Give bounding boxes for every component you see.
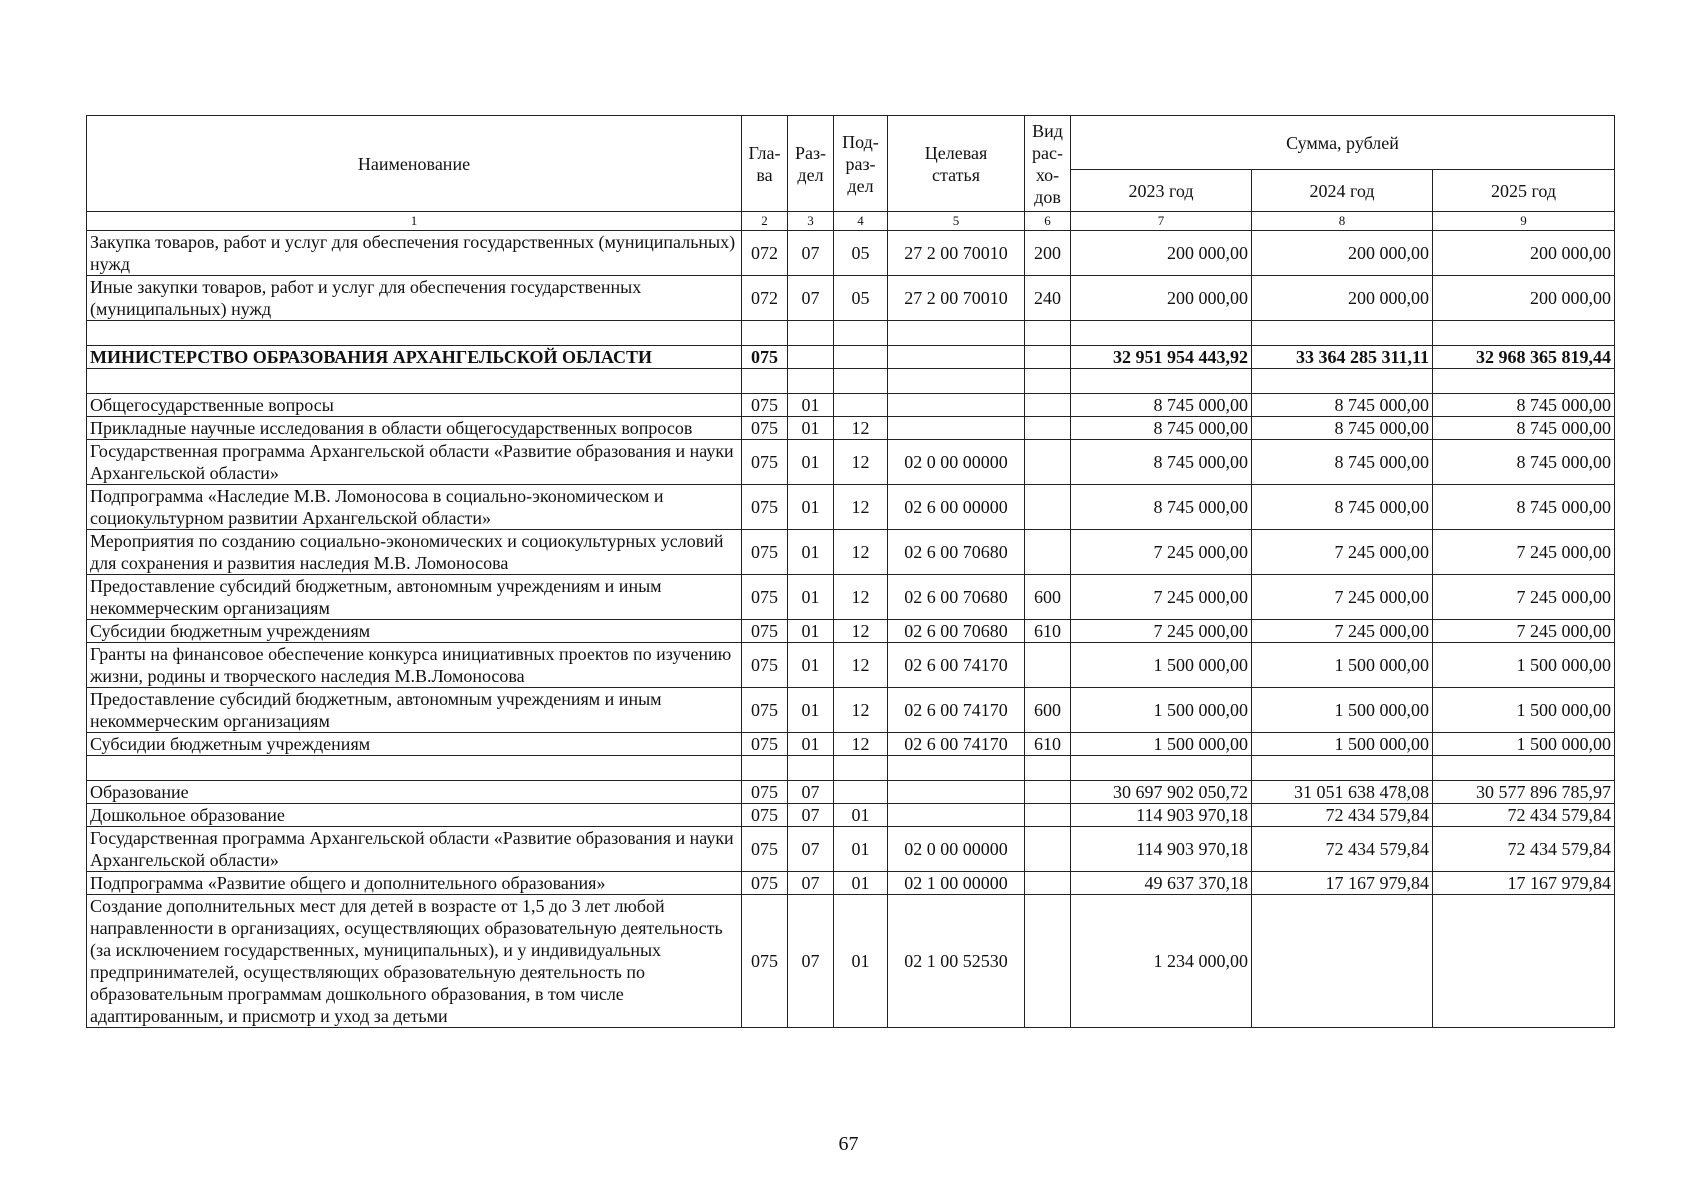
row-amount-2023: 1 500 000,00	[1071, 733, 1252, 756]
row-amount-2025: 1 500 000,00	[1433, 643, 1615, 688]
row-amount-2023: 200 000,00	[1071, 231, 1252, 276]
row-exptype	[1025, 895, 1071, 1028]
row-amount-2023: 8 745 000,00	[1071, 440, 1252, 485]
row-amount-2025: 72 434 579,84	[1433, 827, 1615, 872]
row-exptype	[1025, 346, 1071, 369]
row-amount-2024: 31 051 638 478,08	[1252, 781, 1433, 804]
header-section: Раз- дел	[788, 116, 834, 212]
row-subsection: 05	[834, 231, 888, 276]
empty-cell	[788, 756, 834, 781]
row-target: 27 2 00 70010	[888, 276, 1025, 321]
row-subsection: 12	[834, 733, 888, 756]
header-chapter: Гла- ва	[742, 116, 788, 212]
empty-cell	[1252, 756, 1433, 781]
header-name: Наименование	[87, 116, 742, 212]
table-row	[87, 276, 1615, 321]
row-section: 07	[788, 781, 834, 804]
column-number: 5	[888, 212, 1025, 231]
row-name: Прикладные научные исследования в области общегосударственных вопросов	[87, 417, 742, 440]
header-2025: 2025 год	[1433, 170, 1615, 212]
row-chapter: 075	[742, 440, 788, 485]
empty-cell	[87, 756, 742, 781]
row-target: 02 1 00 00000	[888, 872, 1025, 895]
empty-cell	[888, 321, 1025, 346]
row-amount-2024: 8 745 000,00	[1252, 394, 1433, 417]
empty-cell	[87, 369, 742, 394]
table-body	[87, 231, 1615, 1028]
row-name: Предоставление субсидий бюджетным, автономным учреждениям и иным некоммерческим организациям	[87, 575, 742, 620]
row-chapter: 075	[742, 417, 788, 440]
row-section: 07	[788, 804, 834, 827]
row-target: 02 6 00 74170	[888, 688, 1025, 733]
budget-table	[86, 115, 1615, 1028]
table-row	[87, 895, 1615, 1028]
row-chapter: 075	[742, 530, 788, 575]
row-exptype	[1025, 417, 1071, 440]
row-chapter: 075	[742, 643, 788, 688]
row-amount-2023: 114 903 970,18	[1071, 827, 1252, 872]
row-amount-2024: 1 500 000,00	[1252, 643, 1433, 688]
empty-cell	[788, 321, 834, 346]
spacer-row	[87, 756, 1615, 781]
column-number: 4	[834, 212, 888, 231]
row-section: 01	[788, 394, 834, 417]
table-row	[87, 688, 1615, 733]
table-row	[87, 733, 1615, 756]
column-number: 8	[1252, 212, 1433, 231]
row-amount-2024: 200 000,00	[1252, 231, 1433, 276]
row-section: 01	[788, 733, 834, 756]
table-row	[87, 394, 1615, 417]
row-subsection: 01	[834, 827, 888, 872]
row-amount-2024: 7 245 000,00	[1252, 620, 1433, 643]
row-exptype: 610	[1025, 620, 1071, 643]
row-amount-2025: 200 000,00	[1433, 231, 1615, 276]
table-row	[87, 872, 1615, 895]
row-amount-2023: 7 245 000,00	[1071, 530, 1252, 575]
row-exptype	[1025, 872, 1071, 895]
column-number: 7	[1071, 212, 1252, 231]
row-amount-2023: 200 000,00	[1071, 276, 1252, 321]
row-name: Закупка товаров, работ и услуг для обеспечения государственных (муниципальных) нужд	[87, 231, 742, 276]
row-name: Предоставление субсидий бюджетным, автономным учреждениям и иным некоммерческим организациям	[87, 688, 742, 733]
row-target: 02 0 00 00000	[888, 827, 1025, 872]
empty-cell	[742, 756, 788, 781]
empty-cell	[834, 321, 888, 346]
row-subsection: 05	[834, 276, 888, 321]
row-chapter: 075	[742, 781, 788, 804]
row-subsection: 01	[834, 895, 888, 1028]
table-row	[87, 827, 1615, 872]
row-exptype	[1025, 804, 1071, 827]
row-chapter: 075	[742, 485, 788, 530]
row-section: 07	[788, 827, 834, 872]
row-name: Образование	[87, 781, 742, 804]
row-amount-2025: 17 167 979,84	[1433, 872, 1615, 895]
row-target	[888, 417, 1025, 440]
row-subsection	[834, 346, 888, 369]
row-amount-2023: 7 245 000,00	[1071, 620, 1252, 643]
row-amount-2024	[1252, 895, 1433, 1028]
row-amount-2024: 7 245 000,00	[1252, 575, 1433, 620]
row-name: Создание дополнительных мест для детей в возрасте от 1,5 до 3 лет любой направленности в организациях, осуществляющих образовательную деятельность (за исключением государственных, муниципальных), и у индивидуальных предпринимателей, осуществляющих образовательную деятельность по образовательным программам дошкольного образования, в том числе адаптированным, и присмотр и уход за детьми	[87, 895, 742, 1028]
table-row	[87, 231, 1615, 276]
empty-cell	[742, 369, 788, 394]
row-amount-2025: 8 745 000,00	[1433, 417, 1615, 440]
row-section: 01	[788, 643, 834, 688]
row-amount-2024: 33 364 285 311,11	[1252, 346, 1433, 369]
row-amount-2024: 8 745 000,00	[1252, 485, 1433, 530]
row-amount-2025: 8 745 000,00	[1433, 440, 1615, 485]
row-chapter: 075	[742, 346, 788, 369]
row-name: Мероприятия по созданию социально-экономических и социокультурных условий для сохранения и развития наследия М.В. Ломоносова	[87, 530, 742, 575]
row-name: Общегосударственные вопросы	[87, 394, 742, 417]
row-chapter: 075	[742, 575, 788, 620]
row-exptype: 610	[1025, 733, 1071, 756]
row-name: Субсидии бюджетным учреждениям	[87, 620, 742, 643]
row-section	[788, 346, 834, 369]
row-amount-2023: 8 745 000,00	[1071, 394, 1252, 417]
row-section: 01	[788, 688, 834, 733]
row-target: 02 1 00 52530	[888, 895, 1025, 1028]
row-exptype	[1025, 643, 1071, 688]
header-target: Целевая статья	[888, 116, 1025, 212]
column-number: 2	[742, 212, 788, 231]
row-chapter: 075	[742, 733, 788, 756]
row-section: 01	[788, 417, 834, 440]
row-amount-2024: 200 000,00	[1252, 276, 1433, 321]
row-section: 01	[788, 575, 834, 620]
row-subsection: 01	[834, 804, 888, 827]
row-section: 01	[788, 620, 834, 643]
row-exptype	[1025, 827, 1071, 872]
row-amount-2025: 200 000,00	[1433, 276, 1615, 321]
row-subsection: 12	[834, 575, 888, 620]
row-chapter: 072	[742, 231, 788, 276]
header-exptype: Вид рас- хо- дов	[1025, 116, 1071, 212]
row-exptype: 200	[1025, 231, 1071, 276]
row-amount-2025: 30 577 896 785,97	[1433, 781, 1615, 804]
row-amount-2023: 49 637 370,18	[1071, 872, 1252, 895]
row-section: 07	[788, 895, 834, 1028]
row-amount-2024: 1 500 000,00	[1252, 688, 1433, 733]
row-amount-2025: 1 500 000,00	[1433, 688, 1615, 733]
empty-cell	[742, 321, 788, 346]
row-target	[888, 804, 1025, 827]
row-subsection: 12	[834, 643, 888, 688]
row-exptype	[1025, 530, 1071, 575]
row-name: Подпрограмма «Развитие общего и дополнительного образования»	[87, 872, 742, 895]
table-row	[87, 417, 1615, 440]
empty-cell	[87, 321, 742, 346]
row-subsection: 12	[834, 417, 888, 440]
row-section: 07	[788, 276, 834, 321]
row-target	[888, 781, 1025, 804]
row-amount-2025: 7 245 000,00	[1433, 530, 1615, 575]
row-amount-2023: 7 245 000,00	[1071, 575, 1252, 620]
table-row	[87, 781, 1615, 804]
empty-cell	[888, 369, 1025, 394]
row-name: МИНИСТЕРСТВО ОБРАЗОВАНИЯ АРХАНГЕЛЬСКОЙ ОБЛАСТИ	[87, 346, 742, 369]
empty-cell	[1025, 321, 1071, 346]
table-row	[87, 346, 1615, 369]
row-amount-2024: 72 434 579,84	[1252, 804, 1433, 827]
row-subsection: 12	[834, 530, 888, 575]
row-chapter: 075	[742, 872, 788, 895]
empty-cell	[1071, 756, 1252, 781]
row-target	[888, 346, 1025, 369]
row-target: 02 0 00 00000	[888, 440, 1025, 485]
row-chapter: 075	[742, 804, 788, 827]
row-amount-2023: 1 500 000,00	[1071, 688, 1252, 733]
row-amount-2025: 32 968 365 819,44	[1433, 346, 1615, 369]
empty-cell	[788, 369, 834, 394]
row-amount-2024: 1 500 000,00	[1252, 733, 1433, 756]
row-amount-2023: 8 745 000,00	[1071, 485, 1252, 530]
row-target: 27 2 00 70010	[888, 231, 1025, 276]
row-amount-2025: 7 245 000,00	[1433, 575, 1615, 620]
row-name: Субсидии бюджетным учреждениям	[87, 733, 742, 756]
row-amount-2025: 72 434 579,84	[1433, 804, 1615, 827]
empty-cell	[1433, 321, 1615, 346]
table-row	[87, 485, 1615, 530]
row-amount-2023: 1 500 000,00	[1071, 643, 1252, 688]
empty-cell	[1433, 369, 1615, 394]
header-2024: 2024 год	[1252, 170, 1433, 212]
row-amount-2024: 8 745 000,00	[1252, 417, 1433, 440]
row-chapter: 075	[742, 394, 788, 417]
row-section: 01	[788, 530, 834, 575]
table-row	[87, 575, 1615, 620]
row-chapter: 075	[742, 827, 788, 872]
row-subsection	[834, 394, 888, 417]
row-exptype: 600	[1025, 688, 1071, 733]
table-row	[87, 530, 1615, 575]
row-chapter: 075	[742, 895, 788, 1028]
header-sum: Сумма, рублей	[1071, 116, 1615, 170]
page-number: 67	[838, 1133, 859, 1155]
row-amount-2023: 30 697 902 050,72	[1071, 781, 1252, 804]
row-name: Государственная программа Архангельской области «Развитие образования и науки Архангельской области»	[87, 827, 742, 872]
row-amount-2025: 8 745 000,00	[1433, 485, 1615, 530]
row-amount-2025	[1433, 895, 1615, 1028]
empty-cell	[1025, 369, 1071, 394]
row-target: 02 6 00 70680	[888, 530, 1025, 575]
row-amount-2024: 8 745 000,00	[1252, 440, 1433, 485]
row-amount-2023: 32 951 954 443,92	[1071, 346, 1252, 369]
row-amount-2024: 72 434 579,84	[1252, 827, 1433, 872]
row-target: 02 6 00 74170	[888, 643, 1025, 688]
empty-cell	[888, 756, 1025, 781]
row-target	[888, 394, 1025, 417]
row-chapter: 072	[742, 276, 788, 321]
row-amount-2023: 8 745 000,00	[1071, 417, 1252, 440]
row-exptype	[1025, 781, 1071, 804]
empty-cell	[834, 369, 888, 394]
spacer-row	[87, 369, 1615, 394]
row-name: Государственная программа Архангельской области «Развитие образования и науки Архангельской области»	[87, 440, 742, 485]
row-amount-2025: 1 500 000,00	[1433, 733, 1615, 756]
row-amount-2024: 17 167 979,84	[1252, 872, 1433, 895]
row-subsection: 12	[834, 440, 888, 485]
empty-cell	[1071, 369, 1252, 394]
row-amount-2025: 7 245 000,00	[1433, 620, 1615, 643]
row-exptype	[1025, 485, 1071, 530]
row-name: Гранты на финансовое обеспечение конкурса инициативных проектов по изучению жизни, родины и творческого наследия М.В.Ломоносова	[87, 643, 742, 688]
row-target: 02 6 00 70680	[888, 575, 1025, 620]
row-exptype: 240	[1025, 276, 1071, 321]
row-name: Подпрограмма «Наследие М.В. Ломоносова в социально-экономическом и социокультурном развитии Архангельской области»	[87, 485, 742, 530]
row-target: 02 6 00 74170	[888, 733, 1025, 756]
empty-cell	[1252, 321, 1433, 346]
row-subsection	[834, 781, 888, 804]
row-amount-2024: 7 245 000,00	[1252, 530, 1433, 575]
column-number: 6	[1025, 212, 1071, 231]
table-row	[87, 804, 1615, 827]
row-section: 01	[788, 485, 834, 530]
row-chapter: 075	[742, 688, 788, 733]
row-chapter: 075	[742, 620, 788, 643]
column-number: 1	[87, 212, 742, 231]
table-row	[87, 620, 1615, 643]
column-numbers-row	[87, 212, 1615, 231]
row-exptype	[1025, 394, 1071, 417]
row-target: 02 6 00 70680	[888, 620, 1025, 643]
row-subsection: 12	[834, 620, 888, 643]
row-subsection: 01	[834, 872, 888, 895]
empty-cell	[1071, 321, 1252, 346]
row-amount-2025: 8 745 000,00	[1433, 394, 1615, 417]
row-section: 07	[788, 872, 834, 895]
row-target: 02 6 00 00000	[888, 485, 1025, 530]
row-name: Дошкольное образование	[87, 804, 742, 827]
table-header	[87, 116, 1615, 231]
table-row	[87, 643, 1615, 688]
column-number: 3	[788, 212, 834, 231]
spacer-row	[87, 321, 1615, 346]
empty-cell	[834, 756, 888, 781]
row-amount-2023: 114 903 970,18	[1071, 804, 1252, 827]
row-exptype: 600	[1025, 575, 1071, 620]
empty-cell	[1433, 756, 1615, 781]
row-section: 07	[788, 231, 834, 276]
row-section: 01	[788, 440, 834, 485]
row-subsection: 12	[834, 485, 888, 530]
row-amount-2023: 1 234 000,00	[1071, 895, 1252, 1028]
header-2023: 2023 год	[1071, 170, 1252, 212]
table-row	[87, 440, 1615, 485]
header-subsection: Под- раз- дел	[834, 116, 888, 212]
row-exptype	[1025, 440, 1071, 485]
row-name: Иные закупки товаров, работ и услуг для обеспечения государственных (муниципальных) нужд	[87, 276, 742, 321]
row-subsection: 12	[834, 688, 888, 733]
empty-cell	[1252, 369, 1433, 394]
empty-cell	[1025, 756, 1071, 781]
column-number: 9	[1433, 212, 1615, 231]
